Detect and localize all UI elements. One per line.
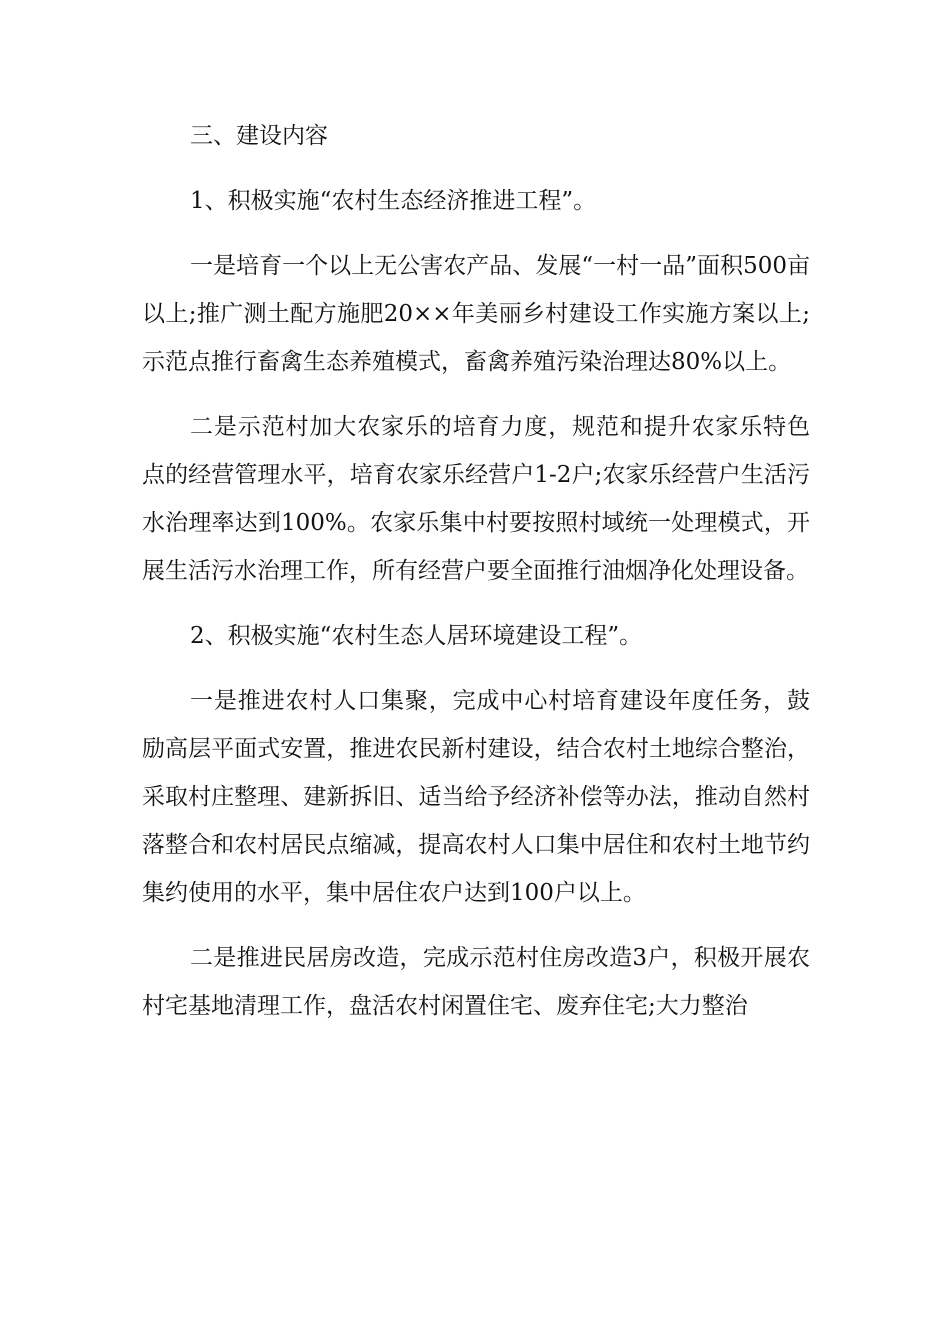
section-heading: 三、建设内容 (190, 123, 328, 149)
subsection-heading-1: 1、积极实施“农村生态经济推进工程”。 (190, 188, 597, 214)
paragraph-2: 二是示范村加大农家乐的培育力度，规范和提升农家乐特色点的经营管理水平，培育农家乐经营户1-2户;农家乐经营户生活污水治理率达到100%。农家乐集中村要按照村域统一处理模式，开展生活污水治理工作，所有经营户要全面推行油烟净化处理设备。 (142, 414, 810, 584)
document-body (142, 112, 810, 1047)
paragraph-4: 二是推进民居房改造，完成示范村住房改造3户，积极开展农村宅基地清理工作，盘活农村闲置住宅、废弃住宅;大力整治 (142, 945, 810, 1019)
paragraph-1: 一是培育一个以上无公害农产品、发展“一村一品”面积500亩以上;推广测土配方施肥20××年美丽乡村建设工作实施方案以上;示范点推行畜禽生态养殖模式，畜禽养殖污染治理达80%以上。 (142, 253, 810, 375)
paragraph-3: 一是推进农村人口集聚，完成中心村培育建设年度任务，鼓励高层平面式安置，推进农民新村建设，结合农村土地综合整治，采取村庄整理、建新拆旧、适当给予经济补偿等办法，推动自然村落整合和农村居民点缩减，提高农村人口集中居住和农村土地节约集约使用的水平，集中居住农户达到100户以上。 (142, 688, 810, 906)
subsection-heading-2: 2、积极实施“农村生态人居环境建设工程”。 (190, 623, 643, 649)
